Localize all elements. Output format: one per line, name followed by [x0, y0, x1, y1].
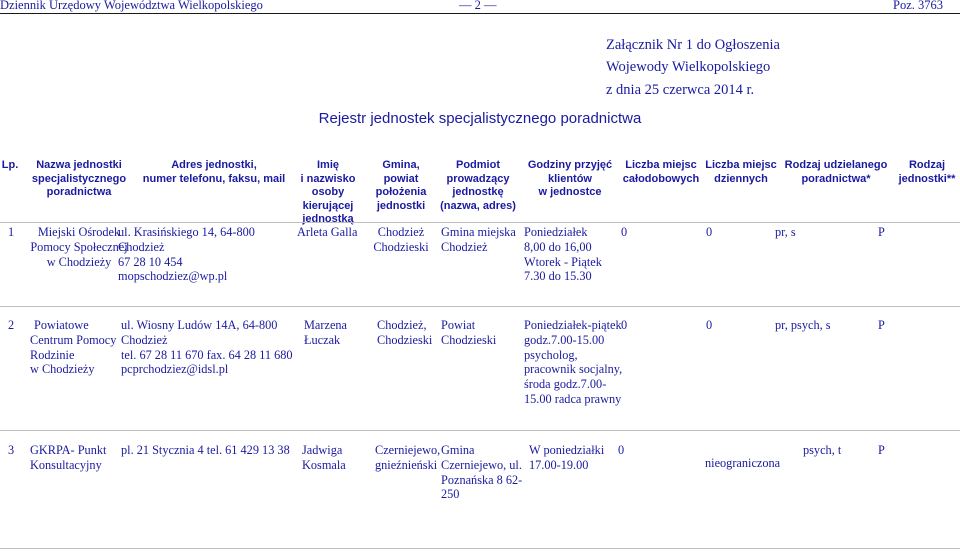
col-header-line: Godziny przyjęć — [527, 159, 613, 171]
cell-line: Powiat — [441, 318, 476, 332]
row-separator — [0, 430, 960, 431]
cell-line: 7.30 do 15.30 — [524, 269, 592, 284]
cell-line: 67 28 10 454 — [118, 254, 183, 269]
cell-line: Chodzież, — [377, 318, 427, 332]
col-header-line: całodobowych — [622, 172, 700, 185]
cell-line: gnieźnieński — [375, 457, 438, 472]
col-header-line: numer telefonu, faksu, mail — [142, 172, 286, 185]
col-header-places-day — [702, 159, 780, 186]
cell-line: 15.00 radca prawny — [524, 391, 622, 406]
cell-director — [302, 443, 346, 473]
cell-line: Chodzież — [377, 225, 425, 239]
col-header-line: Lp. — [1, 159, 19, 171]
cell-places-24h: 0 — [618, 443, 625, 457]
col-header-line: specjalistycznego — [31, 172, 127, 185]
col-header-line: klientów — [547, 172, 592, 185]
annex-line-2: Wojewody Wielkopolskiego — [606, 59, 771, 76]
cell-line: GKRPA- Punkt — [30, 443, 107, 457]
col-header-line: Rodzaj — [908, 159, 946, 171]
cell-line: Arleta Galla — [297, 225, 358, 239]
annex-block — [606, 34, 780, 101]
cell-line: Łuczak — [304, 332, 341, 347]
position-number: Poz. 3763 — [893, 0, 943, 12]
row-separator — [0, 548, 960, 549]
cell-line: Poznańska 8 62- — [441, 472, 523, 487]
cell-places-day: nieograniczona — [705, 456, 781, 470]
cell-places-day: 0 — [706, 318, 713, 332]
page-title: Rejestr jednostek specjalistycznego poradnictwa — [318, 110, 642, 127]
col-header-director — [290, 159, 366, 227]
cell-line: Powiatowe — [34, 318, 89, 332]
cell-unit-type: P — [878, 225, 885, 239]
cell-name — [30, 318, 118, 377]
col-header-hours — [520, 159, 620, 200]
col-header-line: osoby — [311, 186, 345, 199]
col-header-line: Adres jednostki, — [171, 159, 257, 171]
cell-line: Chodzież — [441, 239, 488, 254]
col-header-line: jednostki — [376, 199, 426, 212]
col-header-line: i nazwisko — [300, 172, 356, 185]
cell-line: Centrum Pomocy — [30, 332, 117, 347]
col-header-unit-type — [894, 159, 960, 186]
cell-line: pl. 21 Stycznia 4 tel. 61 429 13 38 — [121, 443, 290, 457]
col-header-line: kierującej — [302, 199, 354, 212]
annex-line-1: Załącznik Nr 1 do Ogłoszenia — [606, 37, 780, 53]
col-header-line: poradnictwa — [46, 186, 112, 199]
cell-gmina — [375, 443, 440, 473]
col-header-line: powiat — [383, 172, 419, 185]
cell-line: Rodzinie — [30, 347, 75, 362]
cell-line: 8,00 do 16,00 — [524, 239, 592, 254]
col-header-name — [22, 159, 136, 200]
cell-operator — [441, 225, 516, 255]
cell-director — [297, 225, 357, 240]
cell-places-day: 0 — [706, 225, 713, 239]
cell-address — [121, 318, 293, 377]
col-header-address — [138, 159, 290, 186]
cell-lp: 3 — [8, 443, 15, 457]
cell-line: Miejski Ośrodek — [37, 225, 121, 239]
cell-line: Poniedziałek — [524, 225, 588, 239]
cell-line: w Chodzieży — [46, 254, 112, 269]
cell-line: w Chodzieży — [30, 362, 95, 377]
col-header-places-24h — [620, 159, 702, 186]
cell-line: godz.7.00-15.00 — [524, 332, 605, 347]
cell-line: 17.00-19.00 — [529, 457, 589, 472]
cell-line: pcprchodziez@idsl.pl — [121, 362, 229, 377]
col-header-line: Podmiot — [456, 159, 500, 171]
cell-line: Czerniejewo, — [375, 443, 441, 457]
annex-line-3: z dnia 25 czerwca 2014 r. — [606, 81, 755, 98]
cell-line: ul. Wiosny Ludów 14A, 64-800 — [121, 318, 278, 332]
cell-lp: 1 — [8, 225, 15, 239]
cell-counsel-type: psych, t — [803, 443, 842, 457]
cell-line: Czerniejewo, ul. — [441, 457, 522, 472]
col-header-counsel-type — [780, 159, 892, 186]
col-header-operator — [436, 159, 520, 213]
cell-name — [30, 443, 118, 473]
col-header-gmina — [366, 159, 436, 213]
journal-header — [0, 0, 960, 13]
cell-line: W poniedziałki — [529, 443, 605, 457]
journal-title: Dziennik Urzędowy Województwa Wielkopolskiego — [0, 0, 263, 12]
col-header-line: prowadzący — [446, 172, 510, 185]
cell-gmina — [362, 225, 440, 255]
cell-lp: 2 — [8, 318, 15, 332]
col-header-line: Rodzaj udzielanego — [784, 159, 888, 171]
cell-gmina — [377, 318, 432, 348]
cell-line: pracownik socjalny, — [524, 362, 623, 377]
cell-line: Pomocy Społecznej — [30, 239, 128, 254]
cell-line: psycholog, — [524, 347, 578, 362]
cell-line: Wtorek - Piątek — [524, 254, 602, 269]
cell-hours — [524, 318, 622, 407]
page-number: — 2 — — [459, 0, 497, 12]
cell-unit-type: P — [878, 443, 885, 457]
cell-line: Chodzież — [121, 332, 168, 347]
col-header-line: położenia — [375, 186, 427, 199]
col-header-line: Liczba miejsc — [705, 159, 777, 171]
cell-director — [304, 318, 347, 348]
col-header-line: Gmina, — [382, 159, 420, 171]
cell-counsel-type: pr, psych, s — [775, 318, 831, 332]
row-separator — [0, 306, 960, 307]
cell-unit-type: P — [878, 318, 885, 332]
cell-line: Gmina — [441, 443, 475, 457]
cell-operator — [441, 443, 522, 502]
header-rule — [0, 13, 960, 14]
col-header-line: jednostką — [302, 213, 354, 226]
cell-line: Konsultacyjny — [30, 457, 102, 472]
col-header-line: (nazwa, adres) — [440, 199, 516, 212]
col-header-line: dziennych — [714, 172, 768, 185]
cell-line: środa godz.7.00- — [524, 377, 607, 392]
cell-line: 250 — [441, 487, 460, 502]
header-separator — [0, 222, 960, 223]
cell-address — [121, 443, 293, 458]
col-header-line: jednostki** — [898, 172, 956, 185]
col-header-line: w jednostce — [538, 186, 602, 199]
cell-line: ul. Krasińskiego 14, 64-800 Chodzież — [118, 225, 255, 254]
col-header-line: Nazwa jednostki — [36, 159, 122, 171]
cell-line: Chodzieski — [377, 332, 433, 347]
cell-address — [118, 225, 290, 284]
col-header-line: poradnictwa* — [801, 172, 871, 185]
col-header-line: Liczba miejsc — [625, 159, 697, 171]
col-header-line: Imię — [316, 159, 339, 171]
cell-line: Marzena — [304, 318, 348, 332]
cell-operator — [441, 318, 496, 348]
cell-line: mopschodziez@wp.pl — [118, 269, 228, 284]
cell-line: tel. 67 28 11 670 fax. 64 28 11 680 — [121, 347, 293, 362]
cell-hours — [524, 225, 602, 284]
cell-hours — [529, 443, 604, 473]
col-header-line: jednostkę — [452, 186, 504, 199]
cell-counsel-type: pr, s — [775, 225, 796, 239]
cell-line: Kosmala — [302, 457, 346, 472]
cell-line: Gmina miejska — [441, 225, 516, 239]
cell-places-24h: 0 — [621, 225, 628, 239]
cell-line: Chodzieski — [373, 239, 429, 254]
cell-line: Jadwiga — [302, 443, 343, 457]
cell-places-24h: 0 — [621, 318, 628, 332]
col-header-lp — [0, 159, 20, 173]
cell-line: Poniedziałek-piątek — [524, 318, 622, 332]
cell-line: Chodzieski — [441, 332, 497, 347]
